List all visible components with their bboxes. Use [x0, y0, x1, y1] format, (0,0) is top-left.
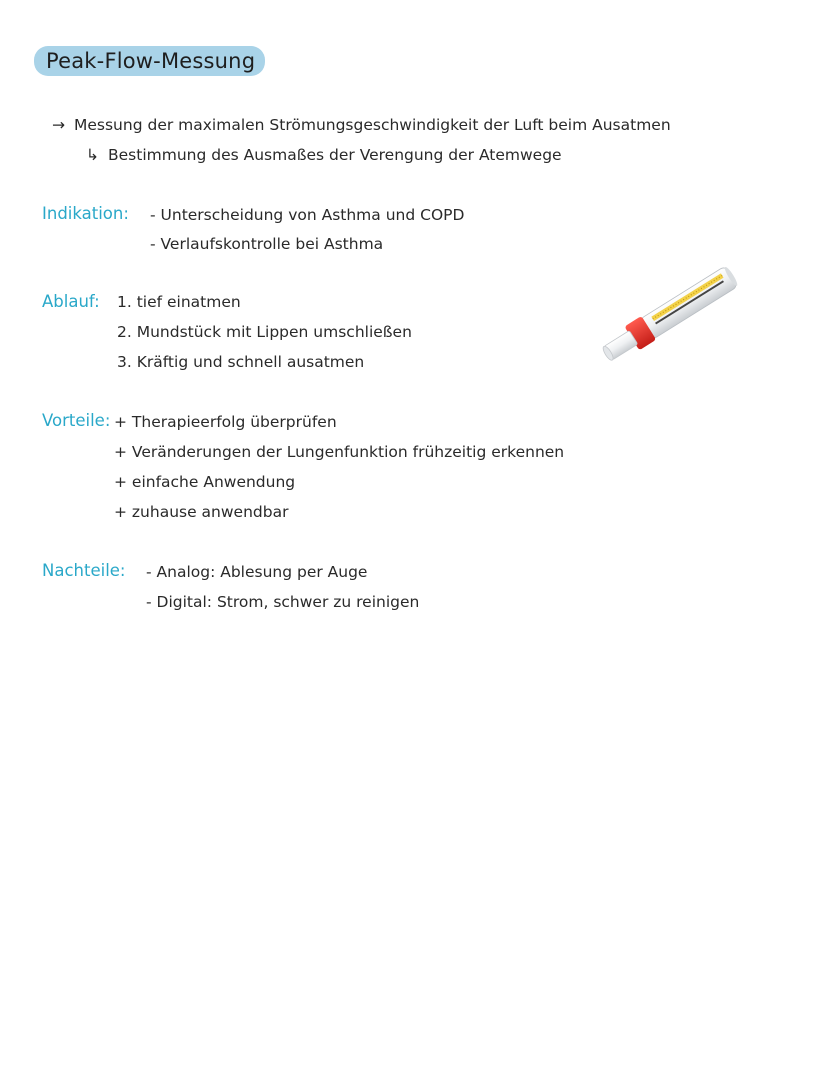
ablauf-label: Ablauf:: [42, 292, 100, 311]
vorteile-label: Vorteile:: [42, 411, 111, 430]
sub-arrow-icon: ↳: [86, 146, 99, 164]
nachteile-label: Nachteile:: [42, 561, 126, 580]
vorteile-item: + Veränderungen der Lungenfunktion frühzeitig erkennen: [114, 443, 565, 461]
ablauf-item: 1. tief einatmen: [117, 293, 241, 311]
ablauf-item: 2. Mundstück mit Lippen umschließen: [117, 323, 412, 341]
nachteile-item: - Digital: Strom, schwer zu reinigen: [146, 593, 420, 611]
nachteile-item: - Analog: Ablesung per Auge: [146, 563, 368, 581]
indikation-label: Indikation:: [42, 204, 129, 223]
arrow-right-icon: →: [52, 116, 65, 134]
intro-text-1: Messung der maximalen Strömungsgeschwindigkeit der Luft beim Ausatmen: [74, 116, 671, 134]
title-highlight: [34, 46, 265, 76]
intro-line-2: [86, 146, 562, 164]
vorteile-item: + einfache Anwendung: [114, 473, 296, 491]
indikation-item: - Unterscheidung von Asthma und COPD: [150, 206, 465, 224]
vorteile-item: + Therapieerfolg überprüfen: [114, 413, 337, 431]
ablauf-item: 3. Kräftig und schnell ausatmen: [117, 353, 365, 371]
vorteile-item: + zuhause anwendbar: [114, 503, 289, 521]
peak-flow-meter-image: [588, 258, 748, 376]
intro-line-1: [52, 116, 671, 134]
indikation-item: - Verlaufskontrolle bei Asthma: [150, 235, 384, 253]
page-title: Peak-Flow-Messung: [34, 46, 265, 76]
intro-text-2: Bestimmung des Ausmaßes der Verengung der Atemwege: [108, 146, 562, 164]
